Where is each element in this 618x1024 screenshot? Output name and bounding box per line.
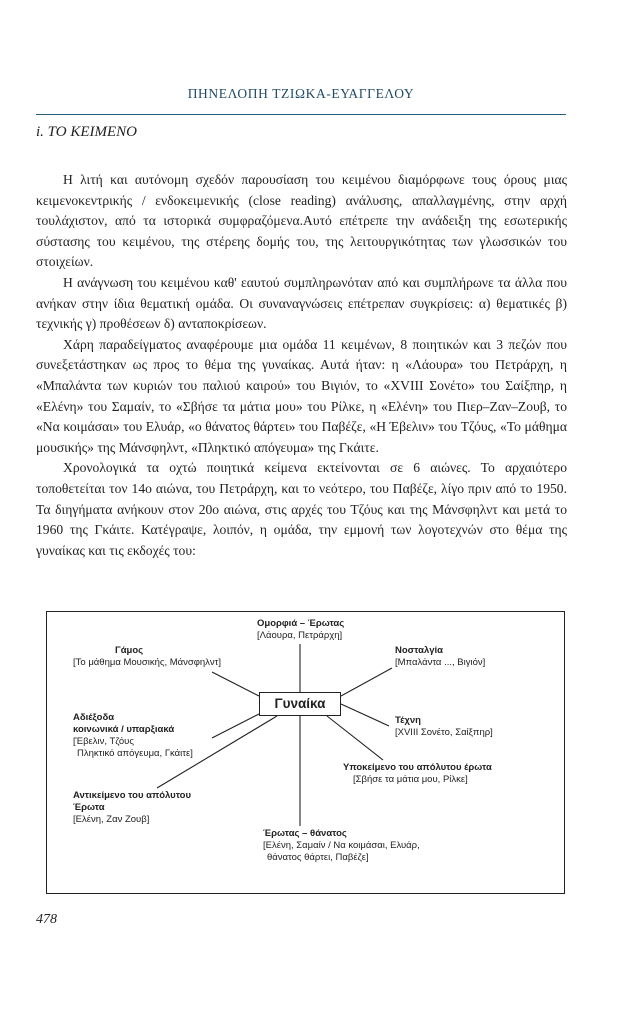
- connector-subject: [327, 716, 383, 760]
- node-art: [395, 715, 493, 739]
- node-subject-refs: [Σβήσε τα μάτια μου, Ρίλκε]: [353, 774, 468, 785]
- section-title: i. ΤΟ ΚΕΙΜΕΝΟ: [36, 124, 137, 140]
- node-beauty-love: [257, 618, 344, 642]
- connector-nostalgia: [341, 668, 392, 696]
- node-social-existential-deadends: [73, 712, 193, 760]
- node-lovedeath-refs-2: θάνατος θάρτει, Παβέζε]: [267, 852, 369, 863]
- node-beauty-title: Ομορφιά – Έρωτας: [257, 618, 345, 629]
- node-lovedeath-title: Έρωτας – θάνατος: [263, 828, 347, 839]
- node-deadend-refs-2: Πληκτικό απόγευμα, Γκάιτε]: [77, 748, 193, 759]
- node-art-refs: [XVIII Σονέτο, Σαίξπηρ]: [395, 727, 493, 738]
- paragraph-2: Η ανάγνωση του κειμένου καθ' εαυτού συμπληρωνόταν από και συμπλήρωνε τα άλλα που ανήκαν στην ίδια θεματική ομάδα. Οι συναναγνώσεις επέτρεπαν συγκρίσεις: α) θεματικές β) τεχνικής γ) προθέσεων δ) ανταποκρίσεων.: [36, 274, 567, 332]
- node-deadend-title-2: κοινωνικά / υπαρξιακά: [73, 724, 175, 735]
- header-rule: [36, 114, 566, 115]
- node-art-title: Τέχνη: [395, 715, 421, 726]
- center-node-woman: Γυναίκα: [259, 692, 341, 716]
- node-beauty-refs: [Λάουρα, Πετράρχη]: [257, 630, 343, 641]
- node-object-title-1: Αντικείμενο του απόλυτου: [73, 790, 192, 801]
- body-text: [36, 170, 567, 561]
- node-love-death: [263, 828, 420, 864]
- node-deadend-refs-1: [Έβελιν, Τζόυς: [73, 736, 134, 747]
- connector-marriage: [212, 672, 259, 696]
- node-object-title-2: Έρωτα: [73, 802, 105, 813]
- paragraph-1: Η λιτή και αυτόνομη σχεδόν παρουσίαση του κειμένου διαμόρφωνε τους όρους μιας κειμενοκεντρικής / ενδοκειμενικής (close reading) ανάλυσης, απαλλαγμένης, στην αρχή τουλάχιστον, από τα ιστορικά συμφραζόμενα.Αυτό επέτρεπε την ανάδειξη της εσωτερικής σύστασης του κειμένου, της στέρεης δομής του, της λειτουργικότητας των γλωσσικών του στοιχείων.: [36, 172, 567, 270]
- node-marriage: [73, 645, 221, 669]
- paragraph-4: Χρονολογικά τα οχτώ ποιητικά κείμενα εκτείνονται σε 6 αιώνες. Το αρχαιότερο τοποθετείται τον 14ο αιώνα, του Πετράρχη, και το νεότερο, του Παβέζε, λίγο πριν από το 1950. Τα διηγήματα ανήκουν στον 20ο αιώνα, στις αρχές του Τζόυς και της Μάνσφηλντ και μετά το 1960 της Γκάιτε. Κατέγραψε, λοιπόν, η ομάδα, την εμμονή των λογοτεχνών στο θέμα της γυναίκας και τις εκδοχές του:: [36, 460, 567, 558]
- connector-deadend: [212, 714, 259, 738]
- node-subject-title: Υποκείμενο του απόλυτου έρωτα: [343, 762, 492, 773]
- node-object-of-absolute-love: [73, 790, 191, 826]
- node-marriage-refs: [Το μάθημα Μουσικής, Μάνσφηλντ]: [73, 657, 222, 668]
- page-number: 478: [36, 912, 57, 927]
- node-marriage-title: Γάμος: [115, 645, 144, 656]
- node-deadend-title-1: Αδιέξοδα: [73, 712, 115, 723]
- paragraph-3: Χάρη παραδείγματος αναφέρουμε μια ομάδα 11 κειμένων, 8 ποιητικών και 3 πεζών που συνεξετάστηκαν ως προς το θέμα της γυναίκας. Αυτά ήταν: η «Λάουρα» του Πετράρχη, η «Μπαλάντα των κυριών του παλιού καιρού» του Βιγιόν, το «XVIII Σονέτο» του Σαίξπηρ, η «Ελένη» του Σαμαίν, το «Σβήσε τα μάτια μου» του Ρίλκε, η «Ελένη» του Πιερ–Ζαν–Ζουβ, το «Να κοιμάσαι» του Ελυάρ, «ο θάνατος θάρτει» του Παβέζε, «Η Έβελιν» του Τζόυς, «Το μάθημα μουσικής» της Μάνσφηλντ, «Πληκτικό απόγευμα» της Γκάιτε.: [36, 336, 567, 455]
- node-nostalgia-refs: [Μπαλάντα ..., Βιγιόν]: [395, 657, 486, 668]
- node-nostalgia: [395, 645, 485, 669]
- concept-diagram: [46, 611, 565, 894]
- node-object-refs: [Ελένη, Ζαν Ζουβ]: [73, 814, 150, 825]
- node-lovedeath-refs-1: [Ελένη, Σαμαίν / Να κοιμάσαι, Ελυάρ,: [263, 840, 420, 851]
- connector-art: [341, 704, 389, 726]
- node-subject-of-absolute-love: [343, 762, 492, 786]
- node-nostalgia-title: Νοσταλγία: [395, 645, 444, 656]
- running-header: ΠΗΝΕΛΟΠΗ ΤΖΙΩΚΑ-ΕΥΑΓΓΕΛΟΥ: [187, 86, 415, 101]
